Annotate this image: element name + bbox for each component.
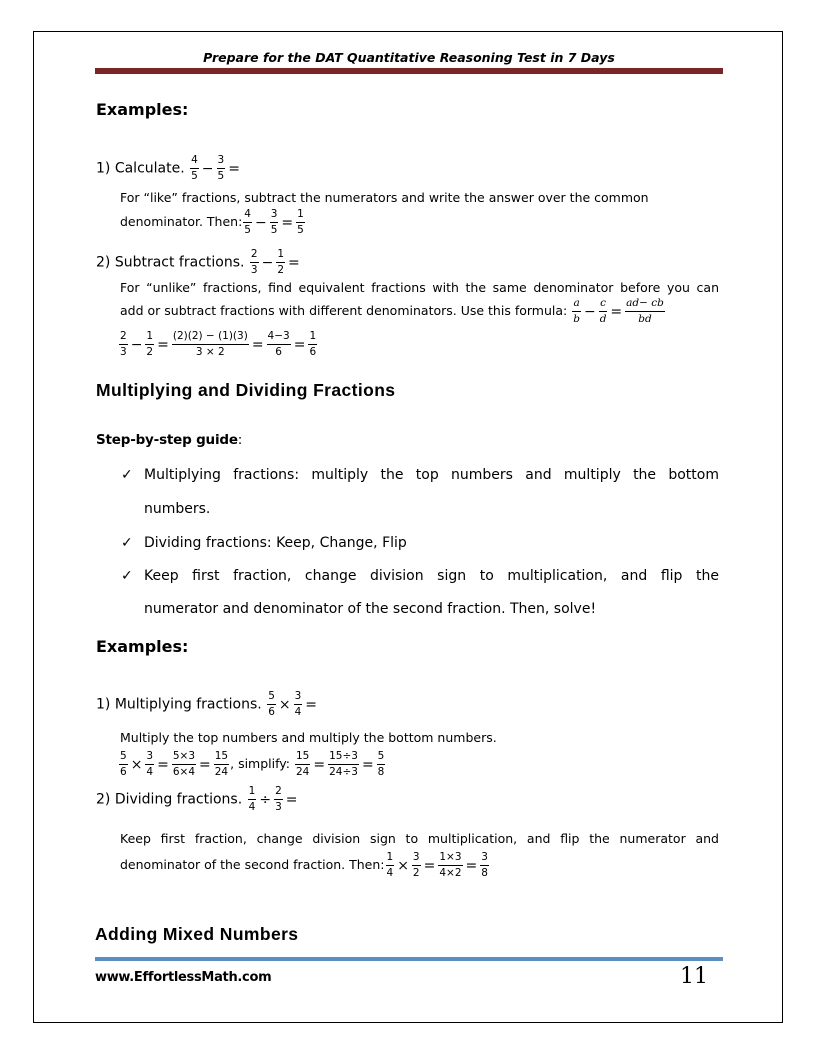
fraction: $\frac{1\times 3}{4\times 2}$ xyxy=(439,851,462,879)
fraction: $\frac{5\times 3}{6\times 4}$ xyxy=(172,750,196,778)
fraction: $\frac{3}{4}$ xyxy=(294,690,302,718)
fraction: $\frac{3}{4}$ xyxy=(146,750,154,778)
fraction: $\frac{3}{2}$ xyxy=(412,851,420,879)
fraction: $\frac{1}{5}$ xyxy=(297,208,304,236)
example-2-line: 2) Dividing fractions. $\frac{1}{4}$ ÷ $\frac{2}{3}$ = xyxy=(96,785,298,813)
example-1-line: 1) Calculate. $\frac{4}{5}$ − $\frac{3}{5}$ = xyxy=(96,154,240,182)
explanation-text: For “unlike” fractions, find equivalent fractions with the same denominator before you can xyxy=(120,280,719,295)
fraction: $\frac{c}{d}$ xyxy=(599,297,607,325)
fraction: $\frac{5}{8}$ xyxy=(377,750,385,778)
section-heading: Multiplying and Dividing Fractions xyxy=(96,380,396,400)
fraction: $\frac{3}{5}$ xyxy=(217,154,225,182)
bullet-text: Keep first fraction, change division sign to multiplication, and flip the xyxy=(144,568,719,584)
fraction: $\frac{5}{6}$ xyxy=(268,690,275,718)
fraction: $\frac{1}{4}$ xyxy=(386,851,394,879)
section-heading: Adding Mixed Numbers xyxy=(95,924,299,944)
fraction: $\frac{3}{5}$ xyxy=(270,208,278,236)
example-label: 1) Multiplying fractions. xyxy=(96,696,262,713)
fraction: $\frac{15}{24}$ xyxy=(295,750,310,778)
explanation-text: Multiply the top numbers and multiply the bottom numbers. xyxy=(120,730,497,745)
footer-rule xyxy=(95,957,723,961)
bullet-text: Multiplying fractions: multiply the top numbers and multiply the bottom xyxy=(144,467,719,483)
fraction: $\frac{4-3}{6}$ xyxy=(267,330,290,358)
example-1-line: 1) Multiplying fractions. $\frac{5}{6}$ × $\frac{3}{4}$ = xyxy=(96,690,318,718)
examples-heading: Examples: xyxy=(96,100,189,119)
example-label: 2) Dividing fractions. xyxy=(96,791,243,808)
fraction: $\frac{a}{b}$ xyxy=(573,297,580,325)
example-2-line: 2) Subtract fractions. $\frac{2}{3}$ − $\frac{1}{2}$ = xyxy=(96,248,300,276)
check-icon: ✓ xyxy=(121,568,133,584)
example-label: 1) Calculate. xyxy=(96,160,185,177)
bullet-text: Dividing fractions: Keep, Change, Flip xyxy=(144,535,407,551)
fraction: $\frac{1}{2}$ xyxy=(146,330,154,358)
step-guide-label: Step-by-step guide: xyxy=(96,432,243,448)
page-number: 11 xyxy=(680,964,708,989)
fraction: $\frac{1}{4}$ xyxy=(248,785,256,813)
explanation-text: add or subtract fractions with different denominators. Use this formula: $\frac{a}{b}$ − $\frac{c}{d}$ = $\frac{ad- cb}{bd}$ xyxy=(120,297,664,325)
fraction: $\frac{2}{3}$ xyxy=(250,248,258,276)
explanation-text: For “like” fractions, subtract the numerators and write the answer over the common xyxy=(120,190,649,205)
calculation-line: $\frac{2}{3}$ − $\frac{1}{2}$ = $\frac{(2)(2) - (1)(3)}{3 \times 2}$ = $\frac{4-3}{6}$ = $\frac{1}{6}$ xyxy=(120,330,317,358)
fraction: $\frac{(2)(2) - (1)(3)}{3 \times 2}$ xyxy=(172,330,248,358)
example-label: 2) Subtract fractions. xyxy=(96,254,245,271)
fraction: $\frac{2}{3}$ xyxy=(275,785,282,813)
fraction: $\frac{3}{8}$ xyxy=(481,851,488,879)
running-header: Prepare for the DAT Quantitative Reasoning Test in 7 Days xyxy=(203,50,615,65)
fraction: $\frac{15\div 3}{24\div 3}$ xyxy=(329,750,358,778)
fraction: $\frac{15}{24}$ xyxy=(214,750,229,778)
footer-website: www.EffortlessMath.com xyxy=(95,970,272,985)
header-rule xyxy=(95,68,723,74)
fraction: $\frac{2}{3}$ xyxy=(120,330,127,358)
fraction: $\frac{1}{6}$ xyxy=(309,330,317,358)
bullet-text: numerator and denominator of the second fraction. Then, solve! xyxy=(144,601,597,617)
bullet-text: numbers. xyxy=(144,501,211,517)
fraction: $\frac{4}{5}$ xyxy=(191,154,198,182)
fraction: $\frac{1}{2}$ xyxy=(277,248,285,276)
calculation-line: $\frac{5}{6}$ × $\frac{3}{4}$ = $\frac{5\times 3}{6\times 4}$ = $\frac{15}{24}$ , simplify: $\frac{15}{24}$ = $\frac{15\div 3}{24\div 3}$ = $\frac{5}{8}$ xyxy=(120,750,385,778)
fraction: $\frac{ad- cb}{bd}$ xyxy=(626,297,664,325)
check-icon: ✓ xyxy=(121,535,133,551)
explanation-text: denominator of the second fraction. Then: $\frac{1}{4}$ × $\frac{3}{2}$ = $\frac{1\times 3}{4\times 2}$ = $\frac{3}{8}$ xyxy=(120,851,488,879)
explanation-text: denominator. Then: $\frac{4}{5}$ − $\frac{3}{5}$ = $\frac{1}{5}$ xyxy=(120,208,304,236)
check-icon: ✓ xyxy=(121,467,133,483)
explanation-text: Keep first fraction, change division sign to multiplication, and flip the numerator and xyxy=(120,831,719,846)
fraction: $\frac{5}{6}$ xyxy=(120,750,127,778)
fraction: $\frac{4}{5}$ xyxy=(244,208,251,236)
examples-heading: Examples: xyxy=(96,637,189,656)
